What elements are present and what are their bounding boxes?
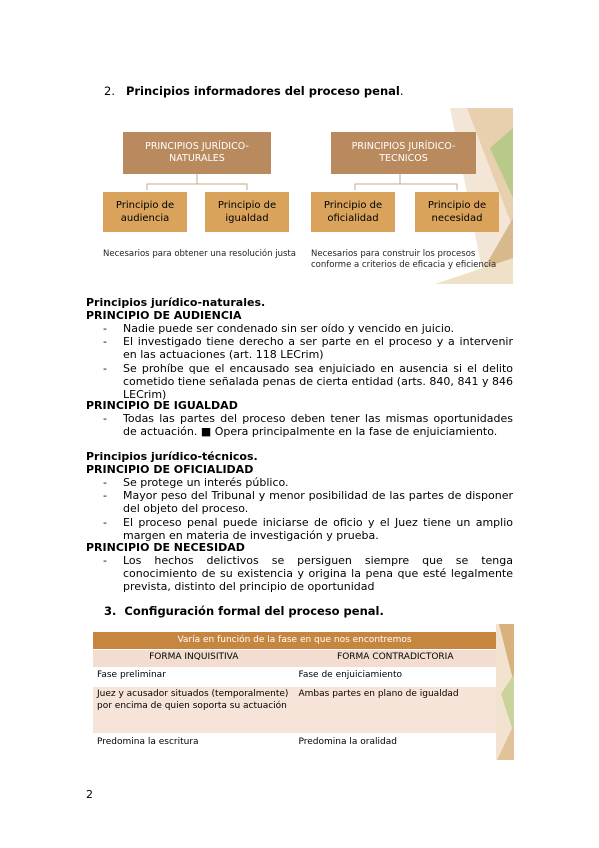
list-item: - Todas las partes del proceso deben tener las mismas oportunidades de actuación. ■ Opera principalmente en la fase de enjuiciamiento. [103,412,513,439]
table-banner: Varía en función de la fase en que nos encontremos [93,632,496,649]
page-number: 2 [86,788,93,801]
igualdad-list [103,412,513,438]
formal-config-table [93,624,514,760]
section-2-number: 2. [104,84,115,98]
audiencia-list [103,322,513,401]
box-principio-necesidad: Principio de necesidad [415,192,499,232]
box-principio-igualdad: Principio de igualdad [205,192,289,232]
section-2-title: Principios informadores del proceso penal [125,84,400,98]
section-3-heading [104,604,384,618]
tecnicos-heading: Principios jurídico-técnicos. [86,450,258,463]
section-3-title: Configuración formal del proceso penal. [124,604,384,618]
oficialidad-list [103,476,513,542]
list-item: - Se prohíbe que el encausado sea enjuiciado en ausencia si el delito cometido tiene señalada penas de cierta entidad (arts. 840, 841 y 846 LECrim) [103,361,513,402]
list-item: - El investigado tiene derecho a ser parte en el proceso y a intervenir en las actuaciones (art. 118 LECrim) [103,335,513,362]
header-forma-inquisitiva: FORMA INQUISITIVA [149,652,239,662]
box-principio-oficialidad: Principio de oficialidad [311,192,395,232]
list-item: - Nadie puede ser condenado sin ser oído y vencido en juicio. [103,322,454,335]
table-row: Predomina la escritura Predomina la oralidad [93,734,496,754]
caption-right-1: Necesarios para construir los procesos [311,249,476,259]
naturales-heading: Principios jurídico-naturales. [86,296,266,309]
list-item: - Mayor peso del Tribunal y menor posibilidad de las partes de disponer del objeto del proceso. [103,489,513,516]
connector-left-2 [197,184,247,190]
table-row: Fase preliminar Fase de enjuiciamiento [93,668,496,686]
section-2-period: . [399,84,404,98]
igualdad-heading: PRINCIPIO DE IGUALDAD [86,399,238,412]
list-item: - El proceso penal puede iniciarse de oficio y el Juez tiene un amplio margen en materia de investigación y prueba. [103,515,513,542]
box-juridico-tecnicos: PRINCIPIOS JURÍDICO-TECNICOS [331,132,476,174]
section-3-number: 3. [104,604,117,618]
header-forma-contradictoria: FORMA CONTRADICTORIA [337,652,454,662]
audiencia-heading: PRINCIPIO DE AUDIENCIA [86,309,242,322]
principles-diagram [95,108,513,284]
necesidad-list [103,554,513,594]
box-juridico-naturales: PRINCIPIOS JURÍDICO-NATURALES [123,132,271,174]
table-header-row [93,650,496,667]
list-item: - Los hechos delictivos se persiguen siempre que se tenga conocimiento de su existencia y origina la pena que esté legalmente prevista, distinto del principio de oportunidad [103,554,513,594]
oficialidad-heading: PRINCIPIO DE OFICIALIDAD [86,463,254,476]
box-principio-audiencia: Principio de audiencia [103,192,187,232]
necesidad-heading: PRINCIPIO DE NECESIDAD [86,541,245,554]
caption-right-2: conforme a criterios de eficacia y eficiencia [311,260,497,270]
list-item: - Se protege un interés público. [103,476,289,489]
connector-right-2 [400,184,457,190]
caption-left: Necesarios para obtener una resolución justa [103,249,296,259]
table-row: Juez y acusador situados (temporalmente) por encima de quien soporta su actuación Ambas partes en plano de igualdad [93,687,496,733]
section-2-heading [104,84,404,98]
